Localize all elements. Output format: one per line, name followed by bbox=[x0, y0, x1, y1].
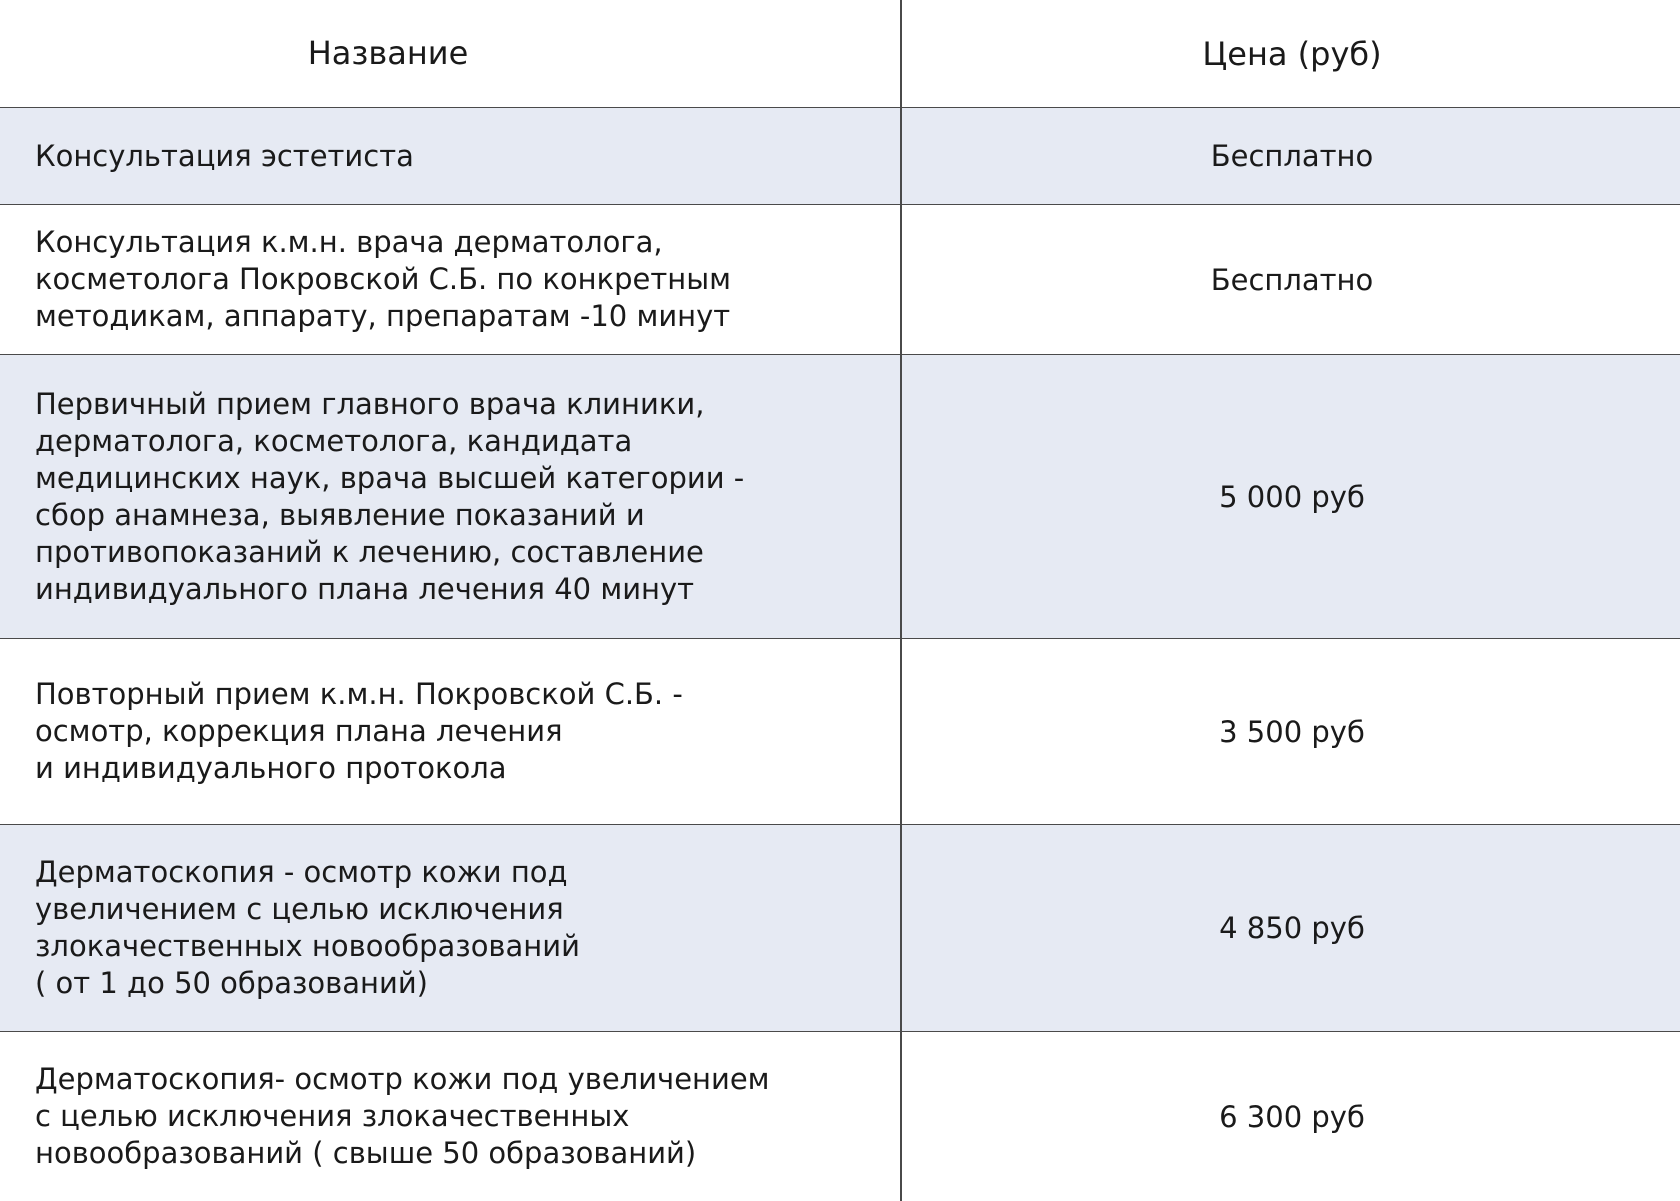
service-name: Дерматоскопия- осмотр кожи под увеличением с целью исключения злокачественных новообразований ( свыше 50 образований) bbox=[35, 1062, 770, 1170]
header-price: Цена (руб) bbox=[1202, 34, 1382, 73]
column-divider bbox=[900, 0, 902, 1201]
table-row bbox=[0, 639, 1680, 825]
service-price: 6 300 руб bbox=[1219, 1099, 1365, 1134]
service-name: Консультация эстетиста bbox=[35, 138, 414, 173]
table-row bbox=[0, 825, 1680, 1032]
service-price: 4 850 руб bbox=[1219, 911, 1365, 945]
table-row bbox=[0, 205, 1680, 355]
table-header-row bbox=[0, 0, 1680, 108]
service-name: Повторный прием к.м.н. Покровской С.Б. - осмотр, коррекция плана лечения и индивидуального протокола bbox=[35, 677, 683, 785]
service-name: Первичный прием главного врача клиники, дерматолога, косметолога, кандидата медицинских наук, врача высшей категории - сбор анамнеза, выявление показаний и противопоказаний к лечению, составление индивидуального плана лечения 40 минут bbox=[35, 386, 745, 606]
header-name: Название bbox=[307, 34, 469, 72]
service-price: Бесплатно bbox=[1210, 262, 1374, 297]
table-row bbox=[0, 355, 1680, 639]
service-price: Бесплатно bbox=[1210, 139, 1374, 173]
service-name: Дерматоскопия - осмотр кожи под увеличением с целью исключения злокачественных новообразований ( от 1 до 50 образований) bbox=[35, 855, 580, 1000]
service-price: 3 500 руб bbox=[1219, 714, 1365, 749]
service-price: 5 000 руб bbox=[1219, 479, 1365, 514]
table-row bbox=[0, 1032, 1680, 1201]
table-row bbox=[0, 108, 1680, 205]
service-name: Консультация к.м.н. врача дерматолога, косметолога Покровской С.Б. по конкретным методикам, аппарату, препаратам -10 минут bbox=[35, 225, 731, 333]
